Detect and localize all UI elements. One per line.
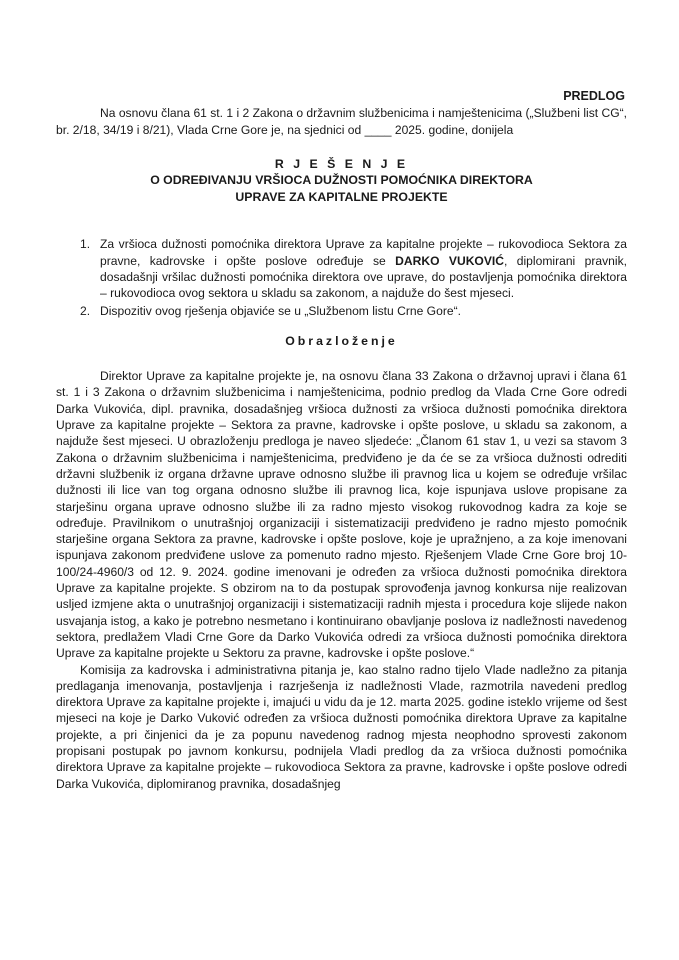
reasoning-paragraph: Komisija za kadrovska i administrativna pitanja je, kao stalno radno tijelo Vlade nadležno za pitanja predlaganja imenovanja, postavljenja i razrješenja iz nadležnosti Vlade, razmotrila navedeni predlog direktora Uprave za kapitalne projekte i, imajući u vidu da je 12. marta 2025. godine isteklo vrijeme od šest mjeseci na koje je Darko Vuković određen za vršioca dužnosti pomoćnika direktora Uprave za kapitalne projekte, a pri činjenici da je za popunu navedenog radnog mjesta neophodno sprovesti zakonom propisani postupak po javnom konkursu, podnijela Vladi predlog da za vršioca dužnosti pomoćnika direktora Uprave za kapitalne projekte – rukovodioca Sektora za pravne, kadrovske i opšte poslove odredi Darka Vukovića, diplomiranog pravnika, dosadašnjeg <box>56 662 627 791</box>
reasoning-heading: Obrazloženje <box>285 333 398 348</box>
preamble: Na osnovu člana 61 st. 1 i 2 Zakona o državnim službenicima i namještenicima („Službeni list CG“, br. 2/18, 34/19 i 8/21), Vlada Crne Gore je, na sjednici od ____ 2025. godine, donijela <box>56 106 627 137</box>
item-text-before: Za vršioca dužnosti pomoćnika direktora Uprave za kapitalne projekte – rukovodioca Sektora za pravne, kadrovske i opšte poslove određuje se <box>100 237 627 268</box>
item-text-after: , diplomirani pravnik, dosadašnji vršilac dužnosti pomoćnika direktora ove uprave, do postavljenja pomoćnika direktora – rukovodioca ovog sektora u skladu sa zakonom, a najduže do šest mjeseci. <box>100 253 628 301</box>
decision-item <box>56 236 627 301</box>
decision-heading: R J E Š E N J E <box>274 156 409 171</box>
reasoning-paragraph: Direktor Uprave za kapitalne projekte je, na osnovu člana 33 Zakona o državnoj upravi i člana 61 st. 1 i 3 Zakona o državnim službenicima i namještenicima, podnio predlog da Vlada Crne Gore odredi Darka Vukovića, dipl. pravnika, dosadašnjeg vršioca dužnosti za vršioca dužnosti pomoćnika direktora Uprave za kapitalne projekte – Sektora za pravne, kadrovske i opšte poslove, u skladu sa zakonom, a najduže šest mjeseci. U obrazloženju predloga je naveo sljedeće: „Članom 61 stav 1, u vezi sa stavom 3 Zakona o državnim službenicima i namještenicima, predviđeno je da će se za vršioca dužnosti odrediti državni službenik iz organa državne uprave odnosno službe ili pravnog lica u kojem se određuje vršilac dužnosti ili lice van tog organa odnosno službe ili pravnog lica, koje ispunjava uslove propisane za starješinu organa uprave odnosno službe ili za radno mjesto visokog rukovodnog kadra za koje se određuje. Pravilnikom o unutrašnjoj organizaciji i sistematizaciji predviđeno je radno mjesto pomoćnik starješine organa Sektora za pravne, kadrovske i opšte poslove, koje je upražnjeno, a za koje imenovani ispunjava zakonom predviđene uslove za pomenuto radno mjesto. Rješenjem Vlade Crne Gore broj 10-100/24-4960/3 od 12. 9. 2024. godine imenovani je određen za vršioca dužnosti pomoćnika direktora Uprave za kapitalne projekte. S obzirom na to da postupak sprovođenja javnog konkursa nije realizovan usljed izmjene akta o unutrašnjoj organizaciji i sistematizaciji radnih mjesta i procedura koje slijede nakon usvajanja istog, a kako je potrebno nesmetano i kontinuirano obavljanje poslova iz nadležnosti navedenog sektora, predlažem Vladi Crne Gore da Darko Vukovića odredi za vršioca dužnosti pomoćnika direktora Uprave za kapitalne projekte u Sektoru za pravne, kadrovske i opšte poslove.“ <box>56 369 627 661</box>
appointee-name: DARKO VUKOVIĆ <box>395 253 504 268</box>
proposal-label: PREDLOG <box>563 89 625 103</box>
item-number: 2. <box>80 303 91 318</box>
decision-item <box>56 303 627 319</box>
item-text: Dispozitiv ovog rješenja objaviće se u „Službenom listu Crne Gore“. <box>100 303 461 318</box>
decision-subject-line1: O ODREĐIVANJU VRŠIOCA DUŽNOSTI POMOĆNIKA DIREKTORA <box>150 173 533 188</box>
decision-title <box>56 156 627 206</box>
item-number: 1. <box>80 237 91 252</box>
decision-subject-line2: UPRAVE ZA KAPITALNE PROJEKTE <box>235 189 448 204</box>
decision-items <box>56 236 627 318</box>
